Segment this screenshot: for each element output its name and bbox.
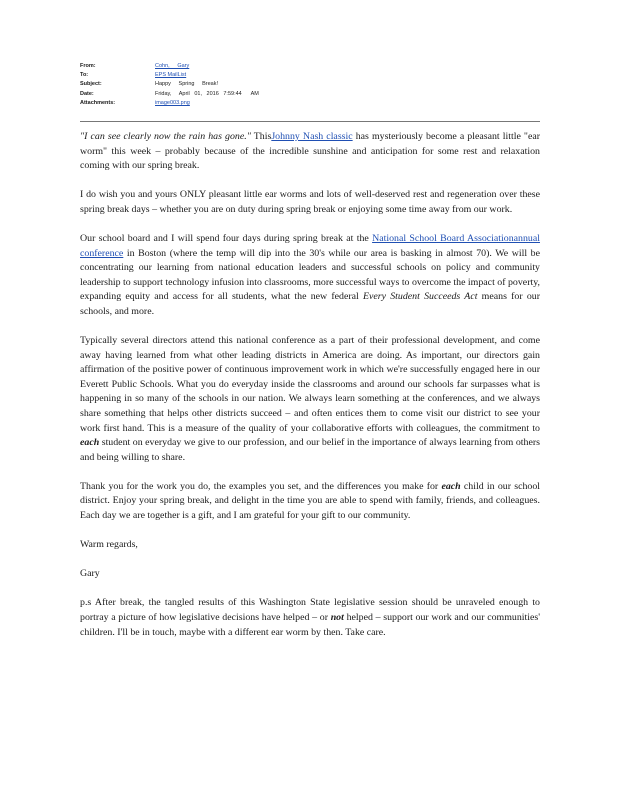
subject-row bbox=[80, 80, 500, 89]
subject-label: Subject: bbox=[80, 81, 102, 88]
date-value: Friday, April 01, 2016 7:59:44 AM bbox=[155, 90, 259, 97]
p5-pre: Thank you for the work you do, the examples you set, and the differences you make for bbox=[80, 480, 442, 492]
ps-emphasis: not bbox=[330, 611, 344, 623]
from-value[interactable]: Cohn, Gary bbox=[155, 63, 190, 69]
subject-value: Happy Spring Break! bbox=[155, 81, 218, 88]
paragraph-2: I do wish you and yours ONLY pleasant little ear worms and lots of well-deserved rest and regeneration over these spring break days – whether you are on duty during spring break or enjoying some time away from our work. bbox=[80, 189, 540, 215]
nsba-conference-link[interactable]: National School Board Associationannual conference bbox=[80, 232, 540, 259]
paragraph-3 bbox=[80, 232, 540, 320]
ps-pre: p.s After break, the tangled results of this Washington State legislative session should be unraveled enough to portray a picture of how legislative decisions have helped – or bbox=[80, 597, 540, 623]
paragraph-5 bbox=[80, 480, 540, 524]
johnny-nash-link[interactable]: Johnny Nash classic bbox=[271, 131, 353, 142]
paragraph-1 bbox=[80, 130, 540, 174]
date-row bbox=[80, 90, 500, 99]
to-row bbox=[80, 71, 500, 80]
p1-pre: This bbox=[250, 131, 272, 142]
song-quote: "I can see clearly now the rain has gone." bbox=[80, 131, 251, 142]
p1-post: has mysteriously become a pleasant little "ear worm" this week – probably because of the incredible sunshine and anticipation for some rest and relaxation coming with our spring break. bbox=[80, 131, 540, 172]
from-label: From: bbox=[80, 63, 96, 69]
p4-post: student on everyday we give to our profession, and our belief in the importance of always learning from others and being willing to share. bbox=[80, 437, 540, 463]
p4-emphasis: each bbox=[80, 437, 100, 449]
p3-pre: Our school board and I will spend four days during spring break at the bbox=[80, 232, 373, 244]
header-divider bbox=[80, 121, 540, 122]
from-row bbox=[80, 62, 500, 71]
p5-emphasis: each bbox=[441, 480, 461, 492]
postscript bbox=[80, 596, 540, 640]
attachments-row bbox=[80, 99, 500, 108]
attachments-label: Attachments: bbox=[80, 99, 116, 106]
attachment-link[interactable]: image003.png bbox=[155, 99, 190, 106]
email-body bbox=[80, 130, 540, 655]
p3-post: means for our schools, and more. bbox=[80, 291, 541, 317]
closing: Warm regards, bbox=[80, 539, 138, 551]
p3-mid: in Boston (where the temp will dip into the 30's while our area is basking in almost 70). We will be concentrating our learning from national education leaders and successful schools on policy and community leadership to support technology infusion into classrooms, more successful ways to overcome the impact of poverty, expanding equity and access for all students, what the new federal bbox=[80, 247, 540, 303]
essa-title: Every Student Succeeds Act bbox=[363, 291, 478, 303]
date-label: Date: bbox=[80, 90, 94, 97]
email-header bbox=[80, 62, 500, 108]
to-value[interactable]: EPS MailList bbox=[155, 72, 187, 79]
signature: Gary bbox=[80, 568, 100, 580]
p5-post: child in our school district. Enjoy your spring break, and delight in the time you are able to spend with family, friends, and colleagues. Each day we are together is a gift, and I am grateful for your gift to our community. bbox=[80, 480, 541, 522]
p4-pre: Typically several directors attend this national conference as a part of their professional development, and come away having learned from what other leading districts in America are doing. As important, our directors gain affirmation of the positive power of continuous improvement work in which we're successfully engaged here in our Everett Public Schools. What you do everyday inside the classrooms and around our schools far surpasses what is happening in so many of the schools in our nation. We always learn something at the conferences, and we always share something that helps other districts succeed – and often entices them to come visit our district to see your work first hand. This is a measure of the quality of your collaborative efforts with colleagues, the commitment to bbox=[80, 335, 540, 434]
to-label: To: bbox=[80, 72, 89, 79]
paragraph-4 bbox=[80, 334, 540, 465]
ps-post: helped – support our work and our communities' children. I'll be in touch, maybe with a different ear worm by then. Take care. bbox=[80, 611, 541, 638]
